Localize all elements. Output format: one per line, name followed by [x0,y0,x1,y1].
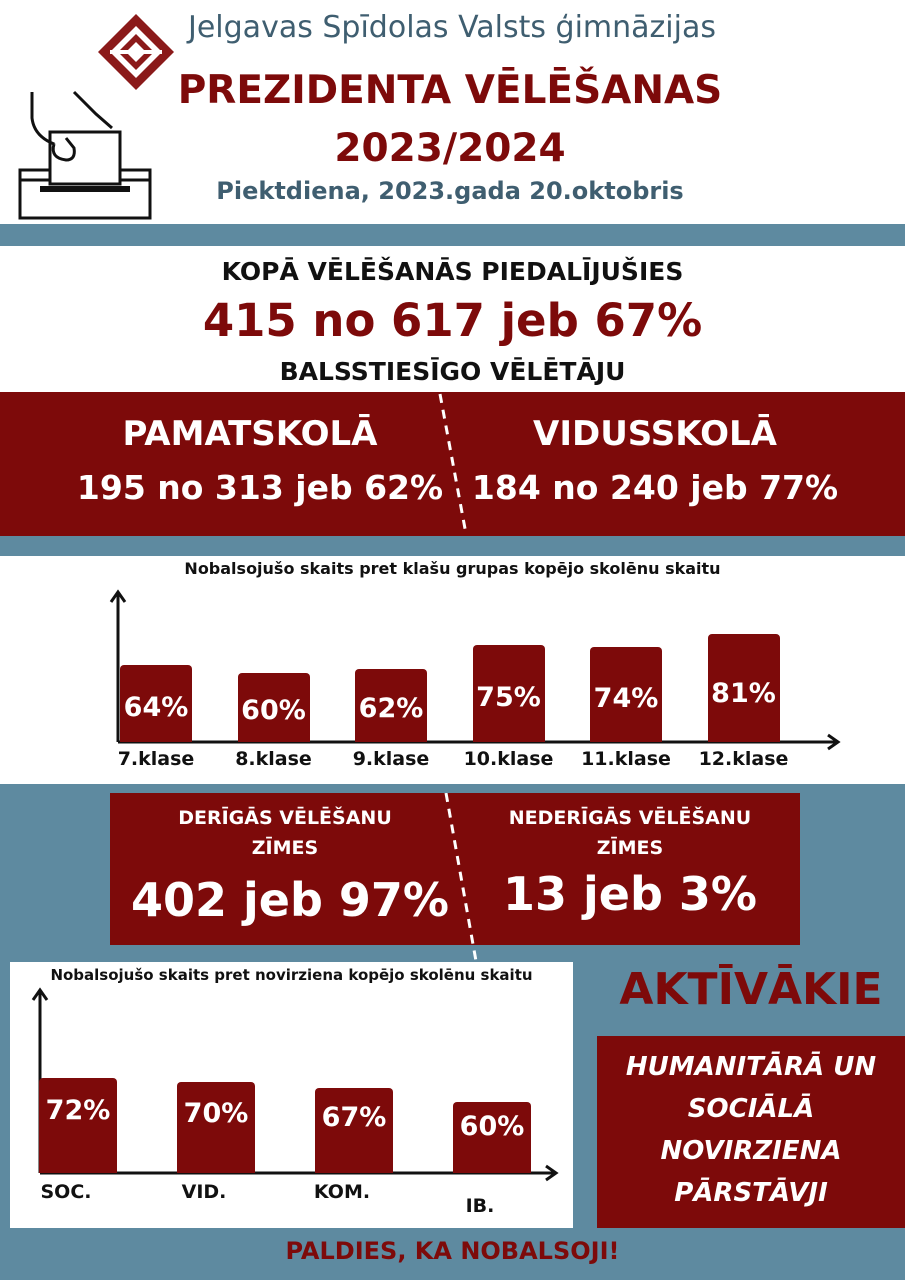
invalid-ballots-value: 13 jeb 3% [502,867,758,921]
schools-panel [0,392,905,536]
bar-value-label: 60% [241,694,306,726]
lower-band-middle [573,962,597,1228]
most-active-line-3: NOVIRZIENA [660,1136,842,1166]
valid-ballots-label-2: ZĪMES [251,837,319,859]
ballot-box-icon [14,88,154,224]
secondary-school-value: 184 no 240 jeb 77% [471,468,839,507]
most-active-heading: AKTĪVĀKIE [619,964,883,1015]
class-chart-title: Nobalsojušo skaits pret klašu grupas kopējo skolēnu skaitu [184,559,721,578]
totals-heading: KOPĀ VĒLĒŠANĀS PIEDALĪJUŠIES [221,257,684,286]
invalid-ballots-label-2: ZĪMES [596,837,664,859]
ballots-panel [110,793,800,945]
primary-school-value: 195 no 313 jeb 62% [76,468,444,507]
valid-ballots-value: 402 jeb 97% [130,873,450,927]
bar-value-label: 74% [593,683,659,715]
divider-band-top [0,224,905,246]
bar-value-label: 81% [711,677,776,709]
school-name: Jelgavas Spīdolas Valsts ģimnāzijas [188,10,716,45]
valid-ballots-label-1: DERĪGĀS VĒLĒŠANU [178,807,392,829]
bar-value-label: 67% [321,1101,387,1133]
page-subtitle-year: 2023/2024 [334,126,566,171]
election-date: Piektdiena, 2023.gada 20.oktobris [216,177,684,205]
class-chart [0,556,905,784]
bar-value-label: 70% [183,1097,249,1129]
secondary-school-label: VIDUSSKOLĀ [533,414,777,454]
track-chart-plot [10,962,573,1228]
x-tick-label: VID. [181,1181,227,1203]
divider-band-mid [0,536,905,556]
primary-school-label: PAMATSKOLĀ [122,414,378,454]
class-chart-plot [0,556,905,784]
most-active-line-2: SOCIĀLĀ [687,1094,815,1124]
track-chart-title: Nobalsojušo skaits pret novirziena kopējo skolēnu skaitu [50,966,533,984]
bar-value-label: 60% [459,1110,525,1142]
x-tick-label: 9.klase [352,748,430,770]
bar-value-label: 62% [358,693,424,725]
x-tick-label: 8.klase [235,748,312,770]
most-active-line-1: HUMANITĀRĀ UN [625,1052,877,1082]
page-title: PREZIDENTA VĒLĒŠANAS [177,68,723,113]
x-tick-label: 12.klase [698,748,789,770]
bar-value-label: 72% [45,1095,111,1127]
most-active-line-4: PĀRSTĀVJI [674,1178,828,1208]
bar-value-label: 75% [476,682,541,714]
bar-value-label: 64% [123,691,189,723]
totals-subheading: BALSSTIESĪGO VĒLĒTĀJU [279,357,626,386]
most-active-panel [597,1036,905,1228]
x-tick-label: 10.klase [463,748,554,770]
x-tick-label: KOM. [313,1181,371,1203]
footer-thanks: PALDIES, KA NOBALSOJI! [285,1237,620,1265]
x-tick-label: IB. [465,1195,495,1217]
x-tick-label: 11.klase [581,748,671,770]
totals-value: 415 no 617 jeb 67% [202,294,703,347]
invalid-ballots-label-1: NEDERĪGĀS VĒLĒŠANU [508,807,752,829]
x-tick-label: SOC. [40,1181,92,1203]
ballot-box-illustration [14,88,154,224]
x-tick-label: 7.klase [117,748,195,770]
track-chart [10,962,573,1228]
